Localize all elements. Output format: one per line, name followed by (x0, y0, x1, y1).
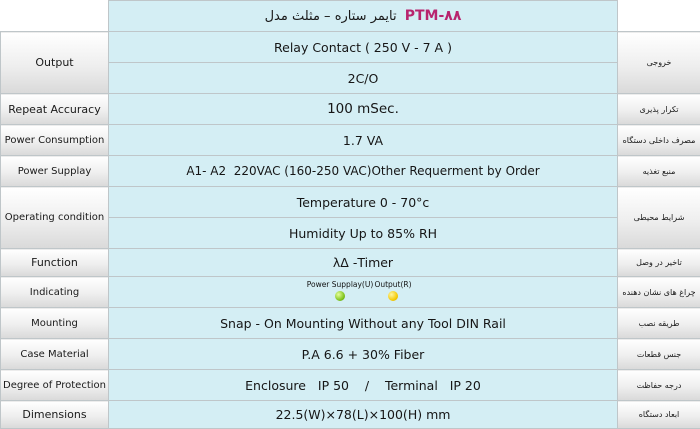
operating-label-fa: شرایط محیطی (618, 187, 700, 249)
spec-row-dimensions (1, 401, 700, 429)
dimensions-value: 22.5(W)×78(L)×100(H) mm (109, 401, 618, 429)
power-consumption-label: Power Consumption (1, 125, 109, 156)
model-name: PTM-٨٨ (404, 8, 462, 24)
mounting-value: Snap - On Mounting Without any Tool DIN Rail (109, 308, 618, 339)
spec-row-output (1, 32, 700, 63)
spec-row-mounting (1, 308, 700, 339)
protection-label-fa: درجه حفاظت (618, 370, 700, 401)
indicating-label-fa: چراغ های نشان دهنده (618, 277, 700, 308)
title-blank-right (618, 1, 700, 32)
spec-row-indicating (1, 277, 700, 308)
title-fa: تایمر ستاره – مثلث مدل (264, 9, 397, 24)
spec-row-power-supply (1, 156, 700, 187)
dimensions-label: Dimensions (1, 401, 109, 429)
spec-row-repeat (1, 94, 700, 125)
mounting-label: Mounting (1, 308, 109, 339)
power-consumption-label-fa: مصرف داخلی دستگاه (618, 125, 700, 156)
repeat-value: 100 mSec. (109, 94, 618, 125)
function-label: Function (1, 249, 109, 277)
indicating-label: Indicating (1, 277, 109, 308)
dimensions-label-fa: ابعاد دستگاه (618, 401, 700, 429)
title-row (1, 1, 700, 32)
output-value-1: Relay Contact ( 250 V - 7 A ) (109, 32, 618, 63)
output-label: Output (1, 32, 109, 94)
yellow-led-icon (388, 291, 398, 301)
output-label-fa: خروجی (618, 32, 700, 94)
mounting-label-fa: طریقه نصب (618, 308, 700, 339)
output-value-2: 2C/O (109, 63, 618, 94)
power-supply-indicator-label: Power Supplay(U) (306, 280, 374, 289)
case-value: P.A 6.6 + 30% Fiber (109, 339, 618, 370)
power-supply-value: A1- A2 220VAC (160-250 VAC)Other Requerment by Order (109, 156, 618, 187)
spec-row-function (1, 249, 700, 277)
case-label-fa: جنس قطعات (618, 339, 700, 370)
function-label-fa: تاخیر در وصل (618, 249, 700, 277)
indicating-value (109, 277, 618, 308)
repeat-label-fa: تکرار پذیری (618, 94, 700, 125)
case-label: Case Material (1, 339, 109, 370)
protection-value: Enclosure IP 50 / Terminal IP 20 (109, 370, 618, 401)
function-value: λΔ -Timer (109, 249, 618, 277)
power-supply-label: Power Supplay (1, 156, 109, 187)
power-supply-indicator (305, 280, 375, 303)
spec-row-power-consumption (1, 125, 700, 156)
power-consumption-value: 1.7 VA (109, 125, 618, 156)
operating-label: Operating condition (1, 187, 109, 249)
spec-row-protection (1, 370, 700, 401)
spec-row-operating (1, 187, 700, 218)
output-indicator (369, 280, 417, 303)
spec-row-case (1, 339, 700, 370)
page-title (109, 1, 618, 32)
title-blank-left (1, 1, 109, 32)
protection-label: Degree of Protection (1, 370, 109, 401)
power-supply-label-fa: منبع تغذیه (618, 156, 700, 187)
operating-value-1: Temperature 0 - 70°c (109, 187, 618, 218)
green-led-icon (335, 291, 345, 301)
output-indicator-label: Output(R) (374, 280, 412, 289)
operating-value-2: Humidity Up to 85% RH (109, 218, 618, 249)
repeat-label: Repeat Accuracy (1, 94, 109, 125)
